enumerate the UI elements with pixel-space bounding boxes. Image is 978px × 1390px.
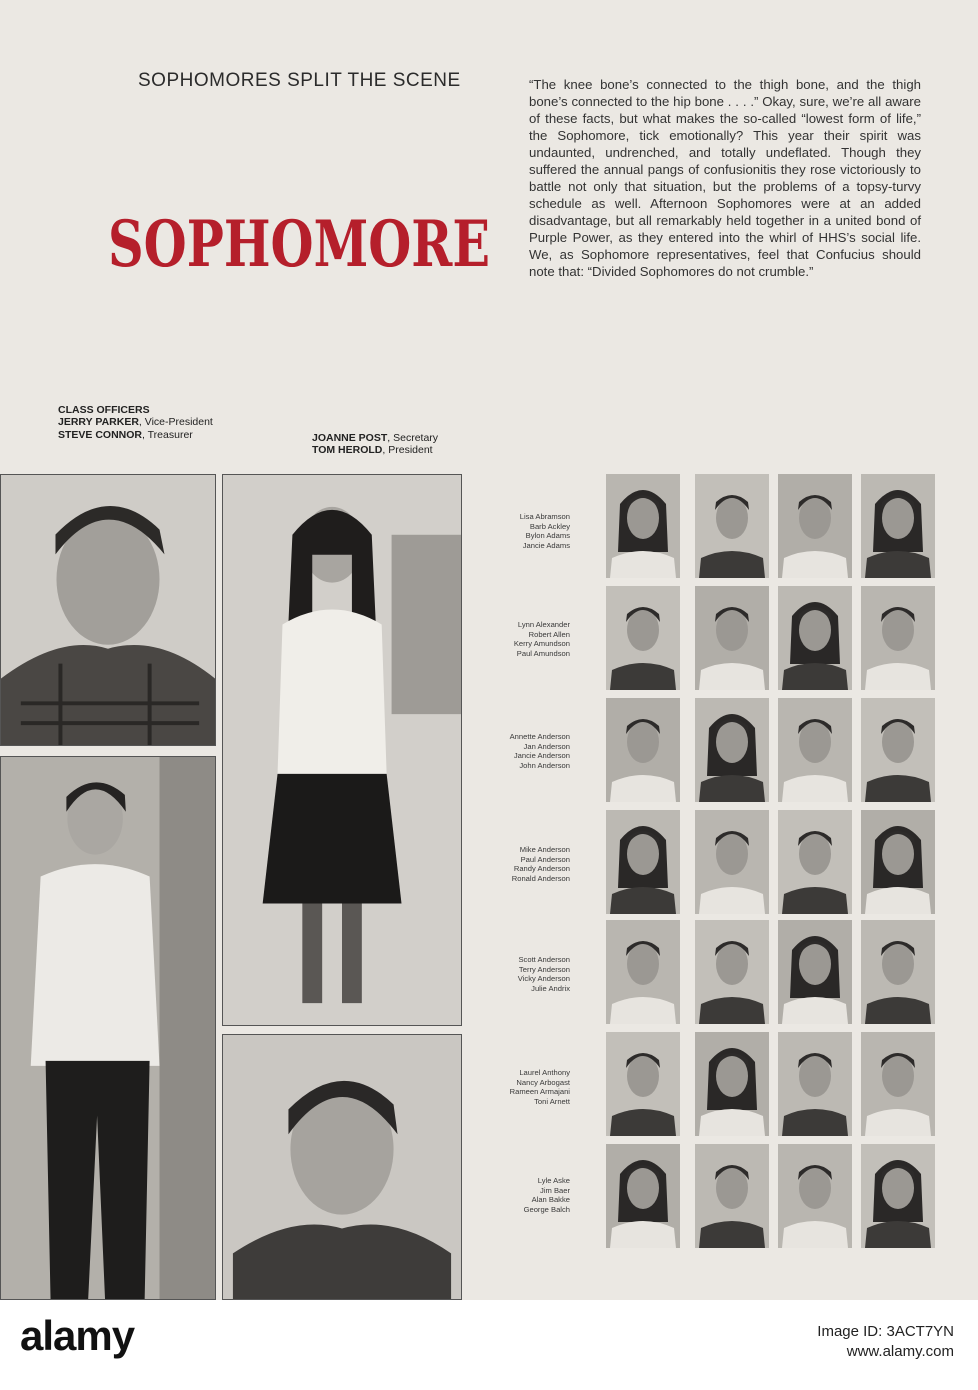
officer-photo-steve-connor bbox=[0, 756, 216, 1300]
officers-right bbox=[312, 432, 492, 457]
image-id: Image ID: 3ACT7YN bbox=[817, 1323, 954, 1340]
student-name: Jancie Anderson bbox=[513, 751, 570, 761]
student-portrait bbox=[606, 1144, 680, 1248]
student-portrait bbox=[778, 1144, 852, 1248]
officers-header: CLASS OFFICERS bbox=[58, 404, 150, 416]
student-portrait bbox=[778, 474, 852, 578]
student-portrait bbox=[778, 586, 852, 690]
student-portrait bbox=[861, 1144, 935, 1248]
names-row-4 bbox=[470, 845, 570, 883]
student-name: Vicky Anderson bbox=[517, 974, 570, 984]
names-row-7 bbox=[470, 1176, 570, 1214]
officer-joanne-post: JOANNE POST, Secretary bbox=[312, 432, 439, 444]
student-portrait bbox=[861, 698, 935, 802]
student-name: Randy Anderson bbox=[513, 864, 570, 874]
student-portrait bbox=[695, 1144, 769, 1248]
student-portrait bbox=[695, 474, 769, 578]
student-portrait bbox=[861, 1032, 935, 1136]
student-name: Ronald Anderson bbox=[511, 873, 570, 883]
page-headline: SOPHOMORES SPLIT THE SCENE bbox=[138, 70, 461, 91]
student-name: Toni Arnett bbox=[534, 1096, 570, 1106]
student-name: Paul Amundson bbox=[516, 648, 570, 658]
student-name: John Anderson bbox=[519, 760, 570, 770]
student-name: George Balch bbox=[523, 1204, 570, 1214]
student-name: Lyle Aske bbox=[537, 1176, 570, 1185]
student-name: Terry Anderson bbox=[518, 964, 570, 974]
student-portrait bbox=[861, 920, 935, 1024]
officer-jerry-parker: JERRY PARKER, Vice-President bbox=[58, 416, 213, 429]
student-portrait bbox=[778, 920, 852, 1024]
student-name: Annette Anderson bbox=[509, 732, 570, 741]
student-name: Lynn Alexander bbox=[517, 620, 570, 629]
student-name: Barb Ackley bbox=[529, 521, 570, 531]
names-row-1 bbox=[470, 512, 570, 550]
student-name: Rameen Armajani bbox=[509, 1087, 570, 1097]
student-name: Laurel Anthony bbox=[519, 1068, 570, 1077]
student-name: Alan Bakke bbox=[531, 1195, 570, 1205]
student-portrait bbox=[778, 698, 852, 802]
student-portrait bbox=[606, 586, 680, 690]
officer-tom-herold: TOM HEROLD, President bbox=[312, 444, 433, 457]
student-portrait bbox=[606, 1032, 680, 1136]
student-portrait bbox=[606, 920, 680, 1024]
alamy-logo: alamy bbox=[20, 1312, 135, 1359]
student-name: Scott Anderson bbox=[518, 955, 570, 964]
student-name: Paul Anderson bbox=[520, 854, 570, 864]
student-portrait bbox=[861, 810, 935, 914]
officer-steve-connor: STEVE CONNOR, Treasurer bbox=[58, 428, 193, 441]
student-portrait bbox=[778, 1032, 852, 1136]
officers-left bbox=[58, 404, 233, 441]
student-portrait bbox=[606, 810, 680, 914]
student-portrait bbox=[695, 920, 769, 1024]
student-name: Julie Andrix bbox=[531, 983, 570, 993]
student-name: Bylon Adams bbox=[525, 531, 570, 541]
student-portrait bbox=[778, 810, 852, 914]
student-name: Nancy Arbogast bbox=[516, 1077, 570, 1087]
student-name: Kerry Amundson bbox=[513, 639, 570, 649]
names-row-3 bbox=[470, 732, 570, 770]
student-portrait bbox=[695, 698, 769, 802]
sophomore-logo bbox=[104, 207, 494, 282]
student-name: Jancie Adams bbox=[522, 540, 570, 550]
student-portrait bbox=[695, 1032, 769, 1136]
site-url: www.alamy.com bbox=[846, 1343, 954, 1360]
student-name: Mike Anderson bbox=[519, 845, 570, 854]
student-name: Jim Baer bbox=[540, 1185, 570, 1195]
officer-photo-joanne-post bbox=[222, 474, 462, 1026]
student-name: Jan Anderson bbox=[523, 741, 570, 751]
names-row-5 bbox=[470, 955, 570, 993]
intro-paragraph: “The knee bone’s connected to the thigh bone, and the thigh bone’s connected to the hip bone . . . .” Okay, sure, we’re all aware of these facts, but what makes the so-called “lowest form of life,” the Sophomore, tick emotionally? This year their spirit was undaunted, undrenched, and totally undeflated. Though they suffered the annual pangs of confusionitis they rose victoriously to battle not only that situation, but the problems of a topsy-turvy schedule as well. Afternoon Sophomores were at an added disadvantage, but all remarkably held together in a united bond of Purple Power, as they entered into the whirl of HHS’s social life. We, as Sophomore representatives, feel that Confucius should note that: “Divided Sophomores do not crumble.” bbox=[529, 77, 921, 279]
student-portrait bbox=[695, 810, 769, 914]
names-row-2 bbox=[470, 620, 570, 658]
student-portrait bbox=[861, 474, 935, 578]
officer-photo-tom-herold bbox=[222, 1034, 462, 1300]
student-name: Lisa Abramson bbox=[519, 512, 570, 521]
sophomore-logo-text: SOPHOMORE bbox=[108, 207, 490, 282]
names-row-6 bbox=[470, 1068, 570, 1106]
student-portrait bbox=[606, 474, 680, 578]
student-portrait bbox=[861, 586, 935, 690]
student-portrait bbox=[606, 698, 680, 802]
image-id-block bbox=[817, 1322, 954, 1362]
student-name: Robert Allen bbox=[528, 629, 570, 639]
student-portrait bbox=[695, 586, 769, 690]
officer-photo-jerry-parker bbox=[0, 474, 216, 746]
